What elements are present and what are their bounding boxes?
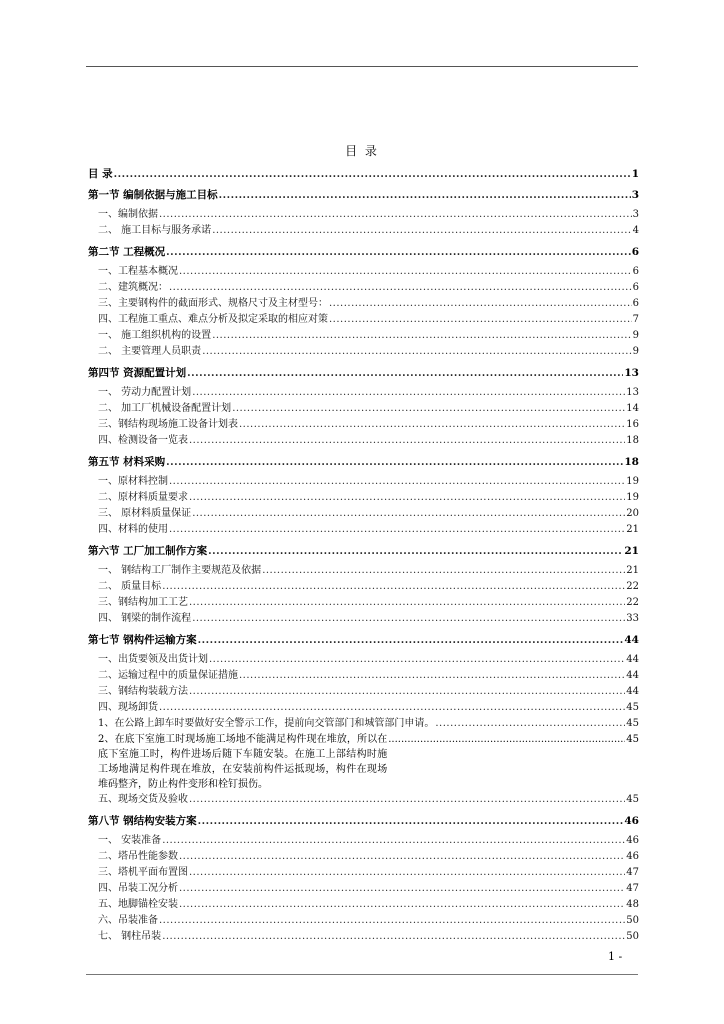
toc-item[interactable]: 四、检测设备一览表 ..... 18 (88, 433, 639, 449)
toc-item[interactable]: 六、吊装准备 ..... 50 (88, 913, 639, 929)
toc-item[interactable]: 五、地脚锚栓安装 ..... 48 (88, 897, 639, 913)
toc-item[interactable]: 三、塔机平面布置图 ..... 47 (88, 865, 639, 881)
toc-item[interactable]: 四、现场卸货 ..... 45 (88, 700, 639, 716)
toc-heading[interactable]: 第六节 工厂加工制作方案 ..... 21 (88, 543, 639, 559)
toc-item[interactable]: 一、 钢结构工厂制作主要规范及依据 ..... 21 (88, 563, 639, 579)
toc-item[interactable]: 三、钢结构装载方法 ..... 44 (88, 684, 639, 700)
header-rule (86, 66, 638, 67)
toc-item[interactable]: 二、 主要管理人员职责 ..... 9 (88, 344, 639, 360)
toc-item[interactable]: 三、钢结构加工工艺 ..... 22 (88, 595, 639, 611)
toc-item[interactable]: 二、原材料质量要求 ..... 19 (88, 490, 639, 506)
toc-item[interactable]: 四、工程施工重点、难点分析及拟定采取的相应对策 ..... 7 (88, 312, 639, 328)
toc-item[interactable]: 一、 劳动力配置计划 ..... 13 (88, 385, 639, 401)
toc-heading[interactable]: 第七节 钢构件运输方案 ..... 44 (88, 632, 639, 648)
toc-item[interactable]: 一、工程基本概况 ..... 6 (88, 264, 639, 280)
toc-item[interactable]: 1、在公路上卸车时要做好安全警示工作，提前向交管部门和城管部门申请。 ..... 45 (88, 716, 639, 732)
toc-heading[interactable]: 目 录 ..... 1 (88, 166, 639, 182)
toc-item[interactable]: 二、塔吊性能参数 ..... 46 (88, 849, 639, 865)
toc-item[interactable]: 一、编制依据 ..... 3 (88, 207, 639, 223)
toc-item[interactable]: 三、 原材料质量保证 ..... 20 (88, 506, 639, 522)
toc-item[interactable]: 二、 质量目标 ..... 22 (88, 579, 639, 595)
toc-item[interactable]: 二、建筑概况： ..... 6 (88, 280, 639, 296)
toc-item[interactable]: 二、 加工厂机械设备配置计划 ..... 14 (88, 401, 639, 417)
toc-heading[interactable]: 第二节 工程概况 ..... 6 (88, 244, 639, 260)
toc-item[interactable]: 七、 钢柱吊装 ..... 50 (88, 929, 639, 945)
toc-item[interactable]: 一、 施工组织机构的设置 ..... 9 (88, 328, 639, 344)
page-number: 1 - (608, 950, 623, 963)
toc-item[interactable]: 四、材料的使用 ..... 21 (88, 522, 639, 538)
toc-item[interactable]: 二、运输过程中的质量保证措施 ..... 44 (88, 668, 639, 684)
toc-heading[interactable]: 第四节 资源配置计划 ..... 13 (88, 365, 639, 381)
toc-item[interactable]: 四、吊装工况分析 ..... 47 (88, 881, 639, 897)
toc-item[interactable]: 二、 施工目标与服务承诺 ..... 4 (88, 223, 639, 239)
toc-heading[interactable]: 第八节 钢结构安装方案 ..... 46 (88, 813, 639, 829)
toc-item[interactable]: 三、钢结构现场施工设备计划表 ..... 16 (88, 417, 639, 433)
toc-heading[interactable]: 第一节 编制依据与施工目标 ..... 3 (88, 187, 639, 203)
toc-item[interactable]: 五、现场交货及验收 ..... 45 (88, 792, 639, 808)
toc-title: 目 录 (345, 144, 379, 158)
toc-item[interactable]: 一、 安装准备 ..... 46 (88, 833, 639, 849)
toc-item[interactable]: 四、 钢梁的制作流程 ..... 33 (88, 611, 639, 627)
toc-item[interactable]: 三、主要钢构件的截面形式、规格尺寸及主材型号： ..... 6 (88, 296, 639, 312)
table-of-contents (88, 166, 639, 945)
toc-item[interactable]: 一、出货要领及出货计划 ..... 44 (88, 652, 639, 668)
footer-rule (86, 974, 638, 975)
toc-item-multiline[interactable]: 2、在底下室施工时现场施工场地不能满足构件现在堆放，所以在底下室施工时，构件进场后随下车随安装。在施工上部结构时施工场地满足构件现在堆放，在安装前构件运抵现场，构件在现场堆码整齐，防止构件变形和栓钉损伤。 ..... 45 (88, 732, 639, 792)
toc-heading[interactable]: 第五节 材料采购 ..... 18 (88, 454, 639, 470)
toc-item[interactable]: 一、原材料控制 ..... 19 (88, 474, 639, 490)
